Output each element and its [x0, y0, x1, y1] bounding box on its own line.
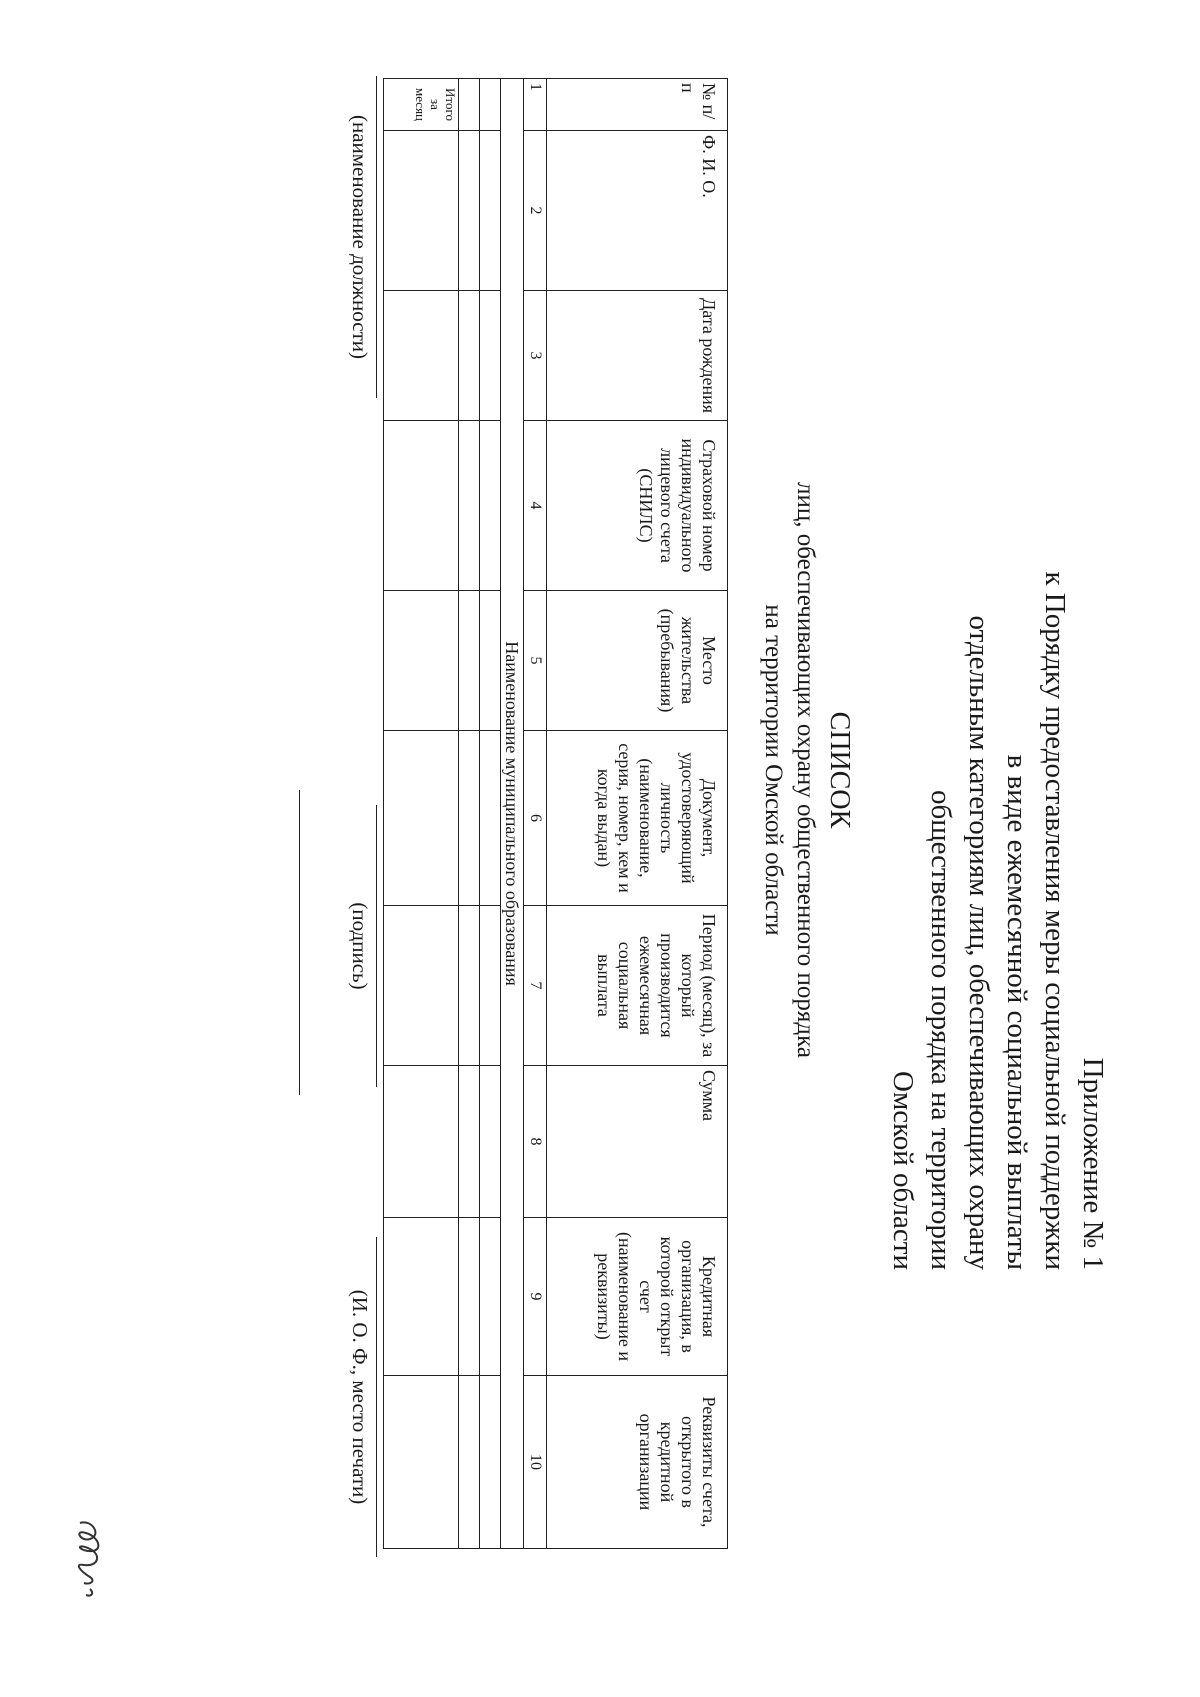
- handwritten-initials: [65, 1515, 120, 1605]
- table-cell: [384, 731, 459, 906]
- column-number: 5: [524, 591, 547, 731]
- table-cell: [480, 591, 501, 731]
- table-cell: [459, 421, 480, 591]
- table-cell: [459, 1066, 480, 1218]
- table-cell: [384, 291, 459, 421]
- table-cell: [480, 291, 501, 421]
- column-number: 8: [524, 1066, 547, 1218]
- column-header: № п/п: [547, 79, 728, 131]
- table-cell: [384, 591, 459, 731]
- table-cell: [459, 731, 480, 906]
- signature-caption: (подпись): [347, 805, 377, 1087]
- table-cell: [459, 906, 480, 1066]
- municipality-label: Наименование муниципального образования: [501, 79, 524, 1549]
- table-cell: [459, 131, 480, 291]
- column-number: 6: [524, 731, 547, 906]
- title-heading: СПИСОК: [824, 711, 855, 829]
- appendix-line: в виде ежемесячной социальной выплаты: [1001, 754, 1033, 1270]
- position-caption: (наименование должности): [347, 76, 377, 398]
- name-seal-caption: (И. О. Ф., место печати): [347, 1237, 377, 1557]
- table-cell: [459, 1376, 480, 1549]
- column-number: 9: [524, 1218, 547, 1376]
- column-header: Реквизиты счета, открытого в кредитной организации: [547, 1376, 728, 1549]
- table-cell: [459, 591, 480, 731]
- total-label: Итого за месяц: [384, 79, 459, 131]
- table-cell: [480, 79, 501, 131]
- title-subline: лиц, обеспечивающих охрану общественного порядка: [792, 481, 819, 1059]
- table-cell: [480, 1066, 501, 1218]
- column-header: Сумма: [547, 1066, 728, 1218]
- appendix-reference: [884, 90, 1112, 1270]
- persons-list-table: [383, 78, 728, 1549]
- column-header: Кредитная организация, в которой открыт счет (наименование и реквизиты): [547, 1218, 728, 1376]
- column-header: Период (месяц), за который производится ежемесячная социальная выплата: [547, 906, 728, 1066]
- signature-extra-line: [299, 790, 300, 1095]
- column-number: 7: [524, 906, 547, 1066]
- appendix-line: к Порядку предоставления меры социальной поддержки: [1039, 571, 1071, 1270]
- column-header: Страховой номер индивидуального лицевого счета (СНИЛС): [547, 421, 728, 591]
- table-cell: [480, 421, 501, 591]
- table-row: [480, 79, 501, 1549]
- appendix-line: общественного порядка на территории: [925, 789, 957, 1270]
- column-number: 10: [524, 1376, 547, 1549]
- document-title: [757, 420, 855, 1120]
- table-cell: [384, 421, 459, 591]
- municipality-row: [501, 79, 524, 1549]
- appendix-line: отдельным категориям лиц, обеспечивающих охрану: [963, 615, 995, 1270]
- table-cell: [480, 131, 501, 291]
- table-cell: [384, 1218, 459, 1376]
- table-cell: [480, 731, 501, 906]
- appendix-line: Приложение № 1: [1077, 1057, 1109, 1270]
- column-number: 2: [524, 131, 547, 291]
- table-cell: [480, 1376, 501, 1549]
- column-header: Дата рождения: [547, 291, 728, 421]
- table-cell: [384, 1066, 459, 1218]
- table-cell: [459, 1218, 480, 1376]
- column-number: 1: [524, 79, 547, 131]
- column-number: 3: [524, 291, 547, 421]
- table-cell: [459, 291, 480, 421]
- appendix-line: Омской области: [887, 1071, 919, 1270]
- table-cell: [384, 1376, 459, 1549]
- table-cell: [384, 131, 459, 291]
- column-header: Ф. И. О.: [547, 131, 728, 291]
- column-numbers-row: [524, 79, 547, 1549]
- table-cell: [480, 906, 501, 1066]
- column-header: Документ, удостоверяющий личность (наименование, серия, номер, кем и когда выдан): [547, 731, 728, 906]
- column-number: 4: [524, 421, 547, 591]
- table-row: [459, 79, 480, 1549]
- table-cell: [384, 906, 459, 1066]
- table-cell: [459, 79, 480, 131]
- table-header-row: [547, 79, 728, 1549]
- table-cell: [480, 1218, 501, 1376]
- title-subline: на территории Омской области: [760, 604, 787, 936]
- column-header: Место жительства (пребывания): [547, 591, 728, 731]
- total-row: [384, 79, 459, 1549]
